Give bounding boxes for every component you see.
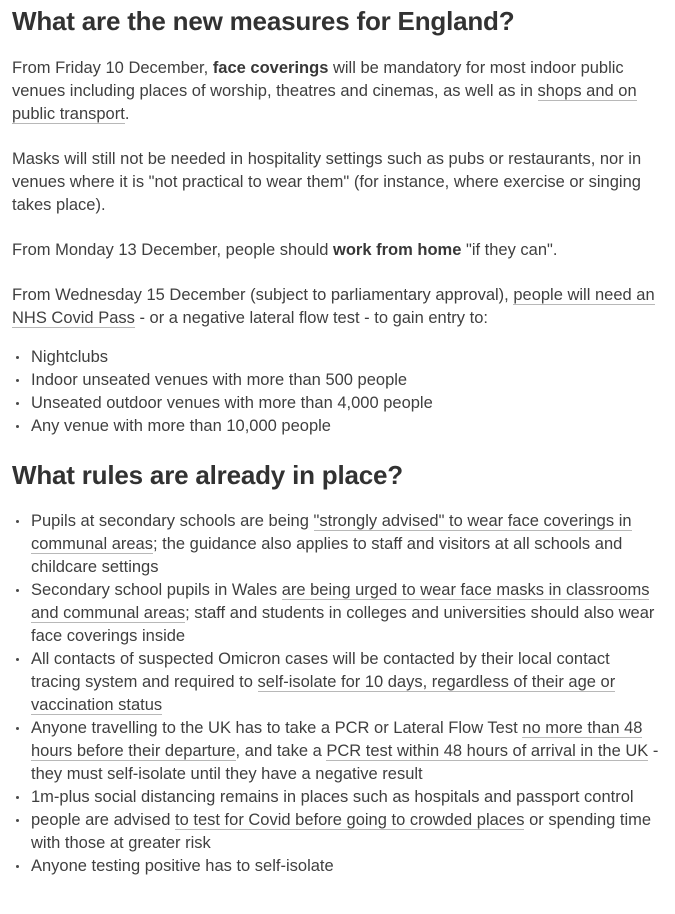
list-item [12,369,663,392]
text-run: Anyone travelling to the UK has to take a PCR or Lateral Flow Test [31,719,523,738]
text-run: Indoor unseated venues with more than 500 people [31,371,408,390]
text-run: All contacts of suspected Omicron cases will be contacted by their local contact tracing system and required to [31,650,610,692]
bold-text: work from home [333,241,462,260]
inline-link[interactable]: no more than 48 hours before their departure [31,719,643,761]
list-item [12,786,663,809]
inline-link[interactable]: shops and on public transport [12,82,637,124]
paragraph [12,148,663,217]
text-run: people are advised [31,811,176,830]
inline-link[interactable]: self-isolate for 10 days, regardless of their age or vaccination status [31,673,616,715]
list-item [12,717,663,786]
text-run: . [124,105,130,124]
list-item [12,392,663,415]
text-run: Secondary school pupils in Wales [31,581,282,600]
bullet-list [12,510,663,878]
paragraph [12,284,663,330]
text-run: ; the guidance also applies to staff and visitors at all schools and childcare settings [31,535,623,577]
text-run: or spending time with those at greater risk [31,811,652,853]
list-item [12,415,663,438]
bold-text: face coverings [212,59,329,78]
text-run: ; staff and students in colleges and universities should also wear face coverings inside [31,604,655,646]
text-run: Anyone testing positive has to self-isolate [31,857,334,876]
bullet-list [12,346,663,438]
text-run: Any venue with more than 10,000 people [31,417,331,436]
text-run: Nightclubs [31,348,109,367]
text-run: - they must self-isolate until they have a negative result [31,742,659,784]
inline-link[interactable]: are being urged to wear face masks in classrooms and communal areas [31,581,650,623]
text-run: will be mandatory for most indoor public venues including places of worship, theatres and cinemas, as well as in [12,59,624,101]
list-item [12,510,663,579]
text-run: From Monday 13 December, people should [12,241,334,260]
text-run: "if they can". [461,241,558,260]
inline-link[interactable]: people will need an NHS Covid Pass [12,286,655,328]
list-item [12,648,663,717]
list-item [12,346,663,369]
list-item [12,809,663,855]
paragraph [12,57,663,126]
text-run: - or a negative lateral flow test - to gain entry to: [134,309,488,328]
text-run: Unseated outdoor venues with more than 4,000 people [31,394,433,413]
text-run: From Friday 10 December, [12,59,213,78]
list-item [12,855,663,878]
inline-link[interactable]: "strongly advised" to wear face coverings in communal areas [31,512,632,554]
text-run: From Wednesday 15 December (subject to parliamentary approval), [12,286,514,305]
inline-link[interactable]: to test for Covid before going to crowded places [175,811,525,830]
text-run: , and take a [235,742,327,761]
section-heading: What are the new measures for England? [12,6,515,36]
text-run: Pupils at secondary schools are being [31,512,314,531]
inline-link[interactable]: PCR test within 48 hours of arrival in the UK [326,742,649,761]
paragraph [12,239,663,262]
text-run: Masks will still not be needed in hospitality settings such as pubs or restaurants, nor in venues where it is "not practical to wear them" (for instance, where exercise or singing takes place). [12,150,642,215]
list-item [12,579,663,648]
section-heading: What rules are already in place? [12,460,403,491]
text-run: 1m-plus social distancing remains in places such as hospitals and passport control [31,788,634,807]
